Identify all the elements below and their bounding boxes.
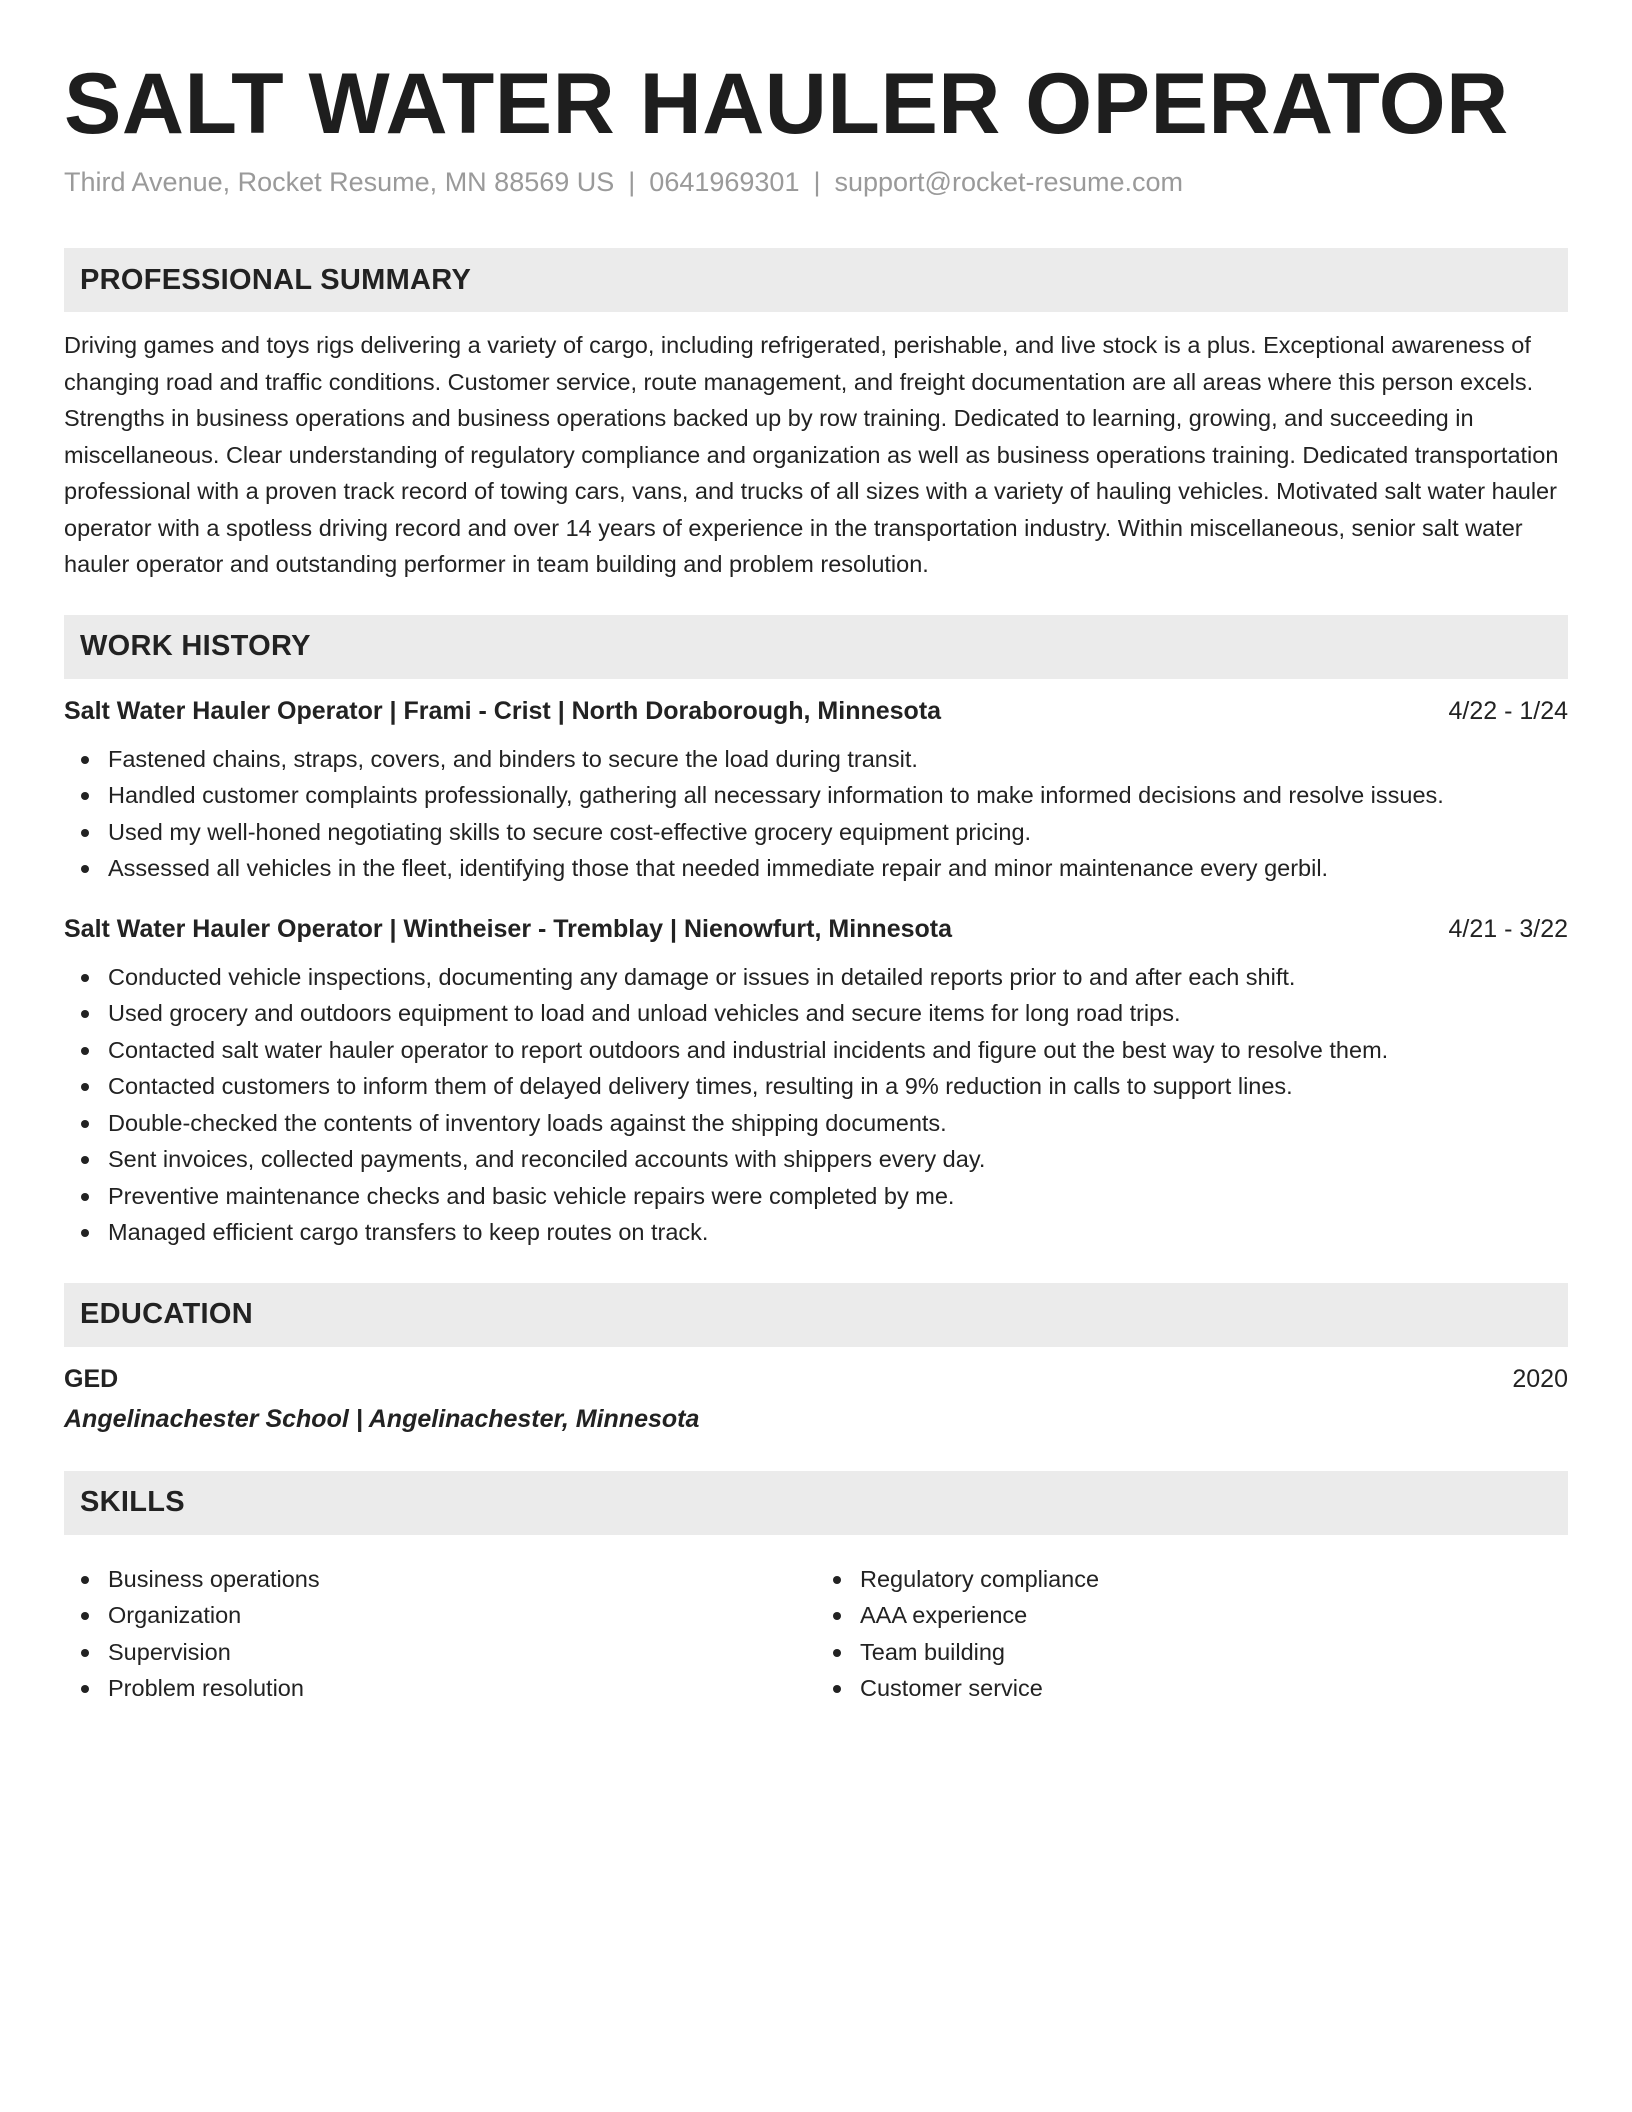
job-entry bbox=[64, 693, 1568, 887]
skills-column-right bbox=[816, 1549, 1568, 1707]
job-heading bbox=[64, 693, 1568, 729]
skill-item: Customer service bbox=[860, 1670, 1568, 1707]
job-bullet: Fastened chains, straps, covers, and binders to secure the load during transit. bbox=[108, 741, 1568, 778]
job-title: Salt Water Hauler Operator | Frami - Crist | North Doraborough, Minnesota bbox=[64, 696, 942, 725]
skill-item: Regulatory compliance bbox=[860, 1561, 1568, 1598]
contact-phone: 0641969301 bbox=[649, 167, 800, 197]
job-bullet: Preventive maintenance checks and basic vehicle repairs were completed by me. bbox=[108, 1178, 1568, 1215]
job-dates: 4/21 - 3/22 bbox=[1448, 914, 1568, 943]
job-bullet: Managed efficient cargo transfers to keep routes on track. bbox=[108, 1214, 1568, 1251]
skill-item: Team building bbox=[860, 1634, 1568, 1671]
contact-separator: | bbox=[628, 167, 636, 197]
job-bullet: Contacted customers to inform them of delayed delivery times, resulting in a 9% reduction in calls to support lines. bbox=[108, 1068, 1568, 1105]
skill-item: Business operations bbox=[108, 1561, 816, 1598]
education-degree: GED bbox=[64, 1364, 119, 1393]
skills-list bbox=[816, 1561, 1568, 1707]
skills-grid bbox=[64, 1549, 1568, 1707]
job-bullet: Handled customer complaints professionally, gathering all necessary information to make informed decisions and resolve issues. bbox=[108, 777, 1568, 814]
contact-address: Third Avenue, Rocket Resume, MN 88569 US bbox=[64, 167, 615, 197]
job-bullet-list bbox=[64, 959, 1568, 1251]
job-bullet: Used grocery and outdoors equipment to load and unload vehicles and secure items for long road trips. bbox=[108, 995, 1568, 1032]
section-header-work-history: WORK HISTORY bbox=[64, 615, 1568, 679]
job-bullet: Assessed all vehicles in the fleet, identifying those that needed immediate repair and minor maintenance every gerbil. bbox=[108, 850, 1568, 887]
job-bullet-list bbox=[64, 741, 1568, 887]
summary-paragraph: Driving games and toys rigs delivering a variety of cargo, including refrigerated, perishable, and live stock is a plus. Exceptional awareness of changing road and traffic conditions. Customer service, route management, and freight documentation are all areas where this person excels. Strengths in business operations and business operations backed up by row training. Dedicated to learning, growing, and succeeding in miscellaneous. Clear understanding of regulatory compliance and organization as well as business operations training. Dedicated transportation professional with a proven track record of towing cars, vans, and trucks of all sizes with a variety of hauling vehicles. Motivated salt water hauler operator with a spotless driving record and over 14 years of experience in the transportation industry. Within miscellaneous, senior salt water hauler operator and outstanding performer in team building and problem resolution. bbox=[64, 332, 1559, 577]
job-bullet: Sent invoices, collected payments, and reconciled accounts with shippers every day. bbox=[108, 1141, 1568, 1178]
job-bullet: Conducted vehicle inspections, documenting any damage or issues in detailed reports prior to and after each shift. bbox=[108, 959, 1568, 996]
skill-item: Supervision bbox=[108, 1634, 816, 1671]
job-bullet: Used my well-honed negotiating skills to secure cost-effective grocery equipment pricing. bbox=[108, 814, 1568, 851]
education-school: Angelinachester School | Angelinachester, Minnesota bbox=[64, 1404, 700, 1433]
job-entry bbox=[64, 911, 1568, 1251]
contact-email: support@rocket-resume.com bbox=[834, 167, 1184, 197]
education-heading bbox=[64, 1361, 1568, 1397]
job-bullet: Contacted salt water hauler operator to report outdoors and industrial incidents and figure out the best way to resolve them. bbox=[108, 1032, 1568, 1069]
skills-list bbox=[64, 1561, 816, 1707]
skill-item: Problem resolution bbox=[108, 1670, 816, 1707]
education-year: 2020 bbox=[1512, 1364, 1568, 1393]
section-header-skills: SKILLS bbox=[64, 1471, 1568, 1535]
job-dates: 4/22 - 1/24 bbox=[1448, 696, 1568, 725]
skills-column-left bbox=[64, 1549, 816, 1707]
job-title: Salt Water Hauler Operator | Wintheiser - Tremblay | Nienowfurt, Minnesota bbox=[64, 914, 953, 943]
skill-item: AAA experience bbox=[860, 1597, 1568, 1634]
skill-item: Organization bbox=[108, 1597, 816, 1634]
contact-separator: | bbox=[813, 167, 821, 197]
candidate-name: SALT WATER HAULER OPERATOR bbox=[64, 56, 1509, 152]
job-heading bbox=[64, 911, 1568, 947]
contact-line bbox=[64, 162, 1568, 202]
section-header-summary: PROFESSIONAL SUMMARY bbox=[64, 248, 1568, 312]
job-bullet: Double-checked the contents of inventory loads against the shipping documents. bbox=[108, 1105, 1568, 1142]
section-header-education: EDUCATION bbox=[64, 1283, 1568, 1347]
